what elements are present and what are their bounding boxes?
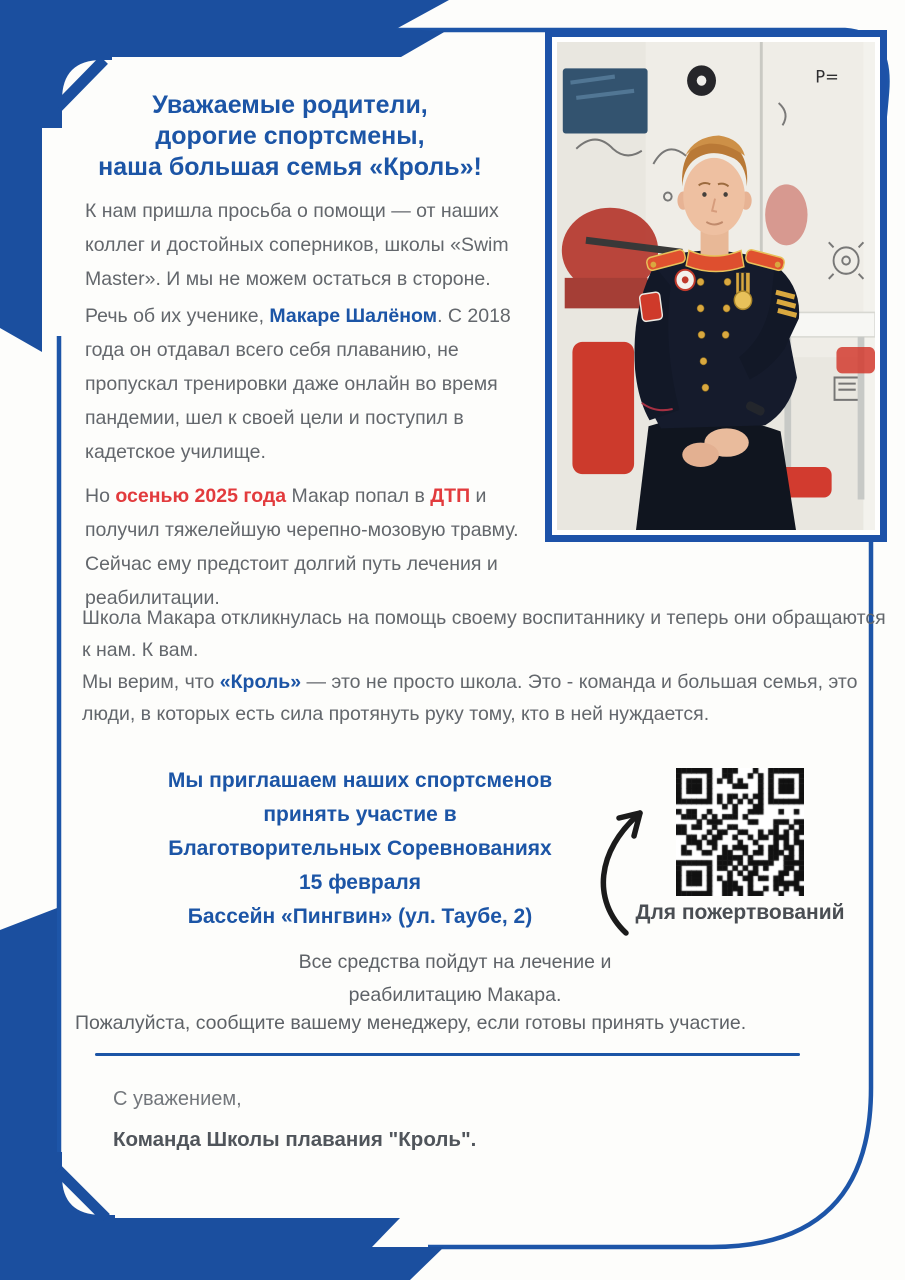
cadet-photo-illustration (557, 42, 875, 530)
intro-paragraph-2: Речь об их ученике, Макаре Шалёном. С 2018 года он отдавал всего себя плаванию, не пропускал тренировки даже онлайн во время пандемии, шел к своей цели и поступил в кадетское училище. (85, 305, 511, 463)
invitation-line: принять участие в (263, 803, 457, 826)
title-line: дорогие спортсмены, (155, 122, 425, 150)
intro-paragraphs (85, 194, 547, 615)
donation-qr-code (676, 768, 804, 896)
body-paragraphs (82, 602, 894, 730)
accident-highlight: ДТП (430, 485, 471, 507)
accident-date-highlight: осенью 2025 года (115, 485, 287, 507)
body-paragraph-1: Школа Макара откликнулась на помощь своему воспитаннику и теперь они обращаются к нам. К вам. (82, 607, 886, 661)
qr-code-canvas (676, 768, 804, 896)
body-paragraph-2: Мы верим, что «Кроль» — это не просто школа. Это - команда и большая семья, это люди, в которых есть сила протянуть руку тому, кто в ней нуждается. (82, 671, 858, 725)
invitation-line: Мы приглашаем наших спортсменов (167, 769, 553, 792)
invitation-block (100, 764, 620, 934)
funds-note: Все средства пойдут на лечение и реабилитацию Макара. (298, 951, 612, 1006)
svg-text:P=: P= (815, 66, 839, 87)
signature-team: Команда Школы плавания "Кроль". (113, 1128, 477, 1151)
student-name-highlight: Макаре Шалёном (269, 305, 438, 327)
title-line: наша большая семья «Кроль»! (98, 153, 482, 181)
intro-paragraph-3: Но осенью 2025 года Макар попал в ДТП и получил тяжелейшую черепно-мозовую травму. Сейчас ему предстоит долгий путь лечения и реабилитации. (85, 485, 519, 609)
page-title (70, 90, 510, 183)
cadet-photo (545, 30, 887, 542)
divider-line (95, 1053, 800, 1056)
invitation-line-venue: Бассейн «Пингвин» (ул. Таубе, 2) (187, 905, 533, 928)
title-line: Уважаемые родители, (152, 91, 428, 119)
qr-caption: Для пожертвований (635, 901, 845, 924)
invitation-line-date: 15 февраля (299, 871, 421, 894)
manager-notice: Пожалуйста, сообщите вашему менеджеру, если готовы принять участие. (75, 1012, 747, 1034)
intro-paragraph-1: К нам пришла просьба о помощи — от наших коллег и достойных соперников, школы «Swim Master». И мы не можем остаться в стороне. (85, 200, 509, 290)
school-brand-highlight: «Кроль» (219, 671, 302, 693)
invitation-line: Благотворительных Соревнованиях (168, 837, 552, 860)
signature-regards: С уважением, (113, 1088, 242, 1110)
